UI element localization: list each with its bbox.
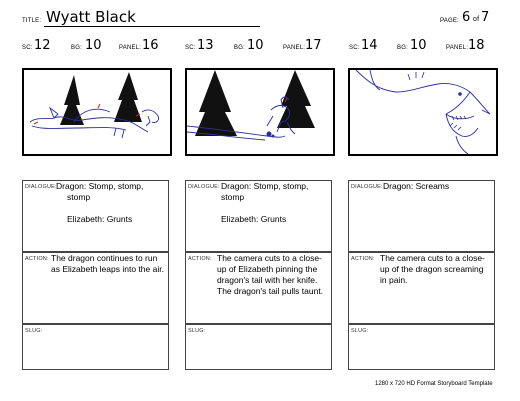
sc-label: SC: (185, 45, 196, 51)
dialogue-line-2: stomp (221, 192, 245, 202)
dialogue-line-1: Dragon: Stomp, stomp, (56, 181, 144, 191)
sc-number: 14 (361, 38, 378, 53)
panel-label: PANEL: (119, 45, 142, 51)
title-label: TITLE: (22, 18, 42, 24)
sketch-tail-pinned (187, 70, 333, 154)
action-label: ACTION: (351, 256, 375, 262)
panel-frame-3 (348, 68, 498, 156)
page-number: 6 (462, 10, 471, 25)
slug-box-1 (22, 324, 169, 370)
title-value: Wyatt Black (46, 8, 136, 26)
slug-box-2 (185, 324, 332, 370)
footer-template-note: 1280 x 720 HD Format Storyboard Template (375, 381, 493, 387)
sketch-dragon-screaming (350, 70, 496, 154)
action-box-1 (22, 252, 169, 324)
sketch-dragon-running (24, 70, 170, 154)
bg-number: 10 (247, 38, 264, 53)
slug-box-3 (348, 324, 495, 370)
dialogue-label: DIALOGUE: (351, 184, 383, 190)
dialogue-line-3: Elizabeth: Grunts (67, 214, 133, 224)
sc-number: 12 (34, 38, 51, 53)
panel-number: 17 (305, 38, 322, 53)
action-label: ACTION: (188, 256, 212, 262)
dialogue-line-1: Dragon: Screams (383, 181, 450, 191)
slug-label: SLUG: (25, 328, 43, 334)
action-text: The camera cuts to a close-up of the dragon screaming in pain. (380, 253, 485, 285)
bg-label: BG: (234, 45, 245, 51)
bg-label: BG: (71, 45, 82, 51)
page-of: of (473, 16, 480, 23)
dialogue-box-2 (185, 180, 332, 252)
action-text: The dragon continues to run as Elizabeth leaps into the air. (51, 253, 164, 274)
dialogue-label: DIALOGUE: (25, 184, 57, 190)
panel-frame-1 (22, 68, 172, 156)
sc-label: SC: (22, 45, 33, 51)
title-underline (44, 26, 260, 27)
action-label: ACTION: (25, 256, 49, 262)
panel-label: PANEL: (446, 45, 469, 51)
action-box-3 (348, 252, 495, 324)
sc-label: SC: (349, 45, 360, 51)
action-box-2 (185, 252, 332, 324)
page-total: 7 (481, 10, 490, 25)
panel-number: 16 (142, 38, 159, 53)
panel-frame-2 (185, 68, 335, 156)
panel-number: 18 (468, 38, 485, 53)
action-text: The camera cuts to a close-up of Elizabeth pinning the dragon's tail with her knife. The dragon's tail pulls taunt. (217, 253, 324, 296)
dialogue-label: DIALOGUE: (188, 184, 220, 190)
bg-number: 10 (85, 38, 102, 53)
slug-label: SLUG: (188, 328, 206, 334)
dialogue-line-1: Dragon: Stomp, stomp, (221, 181, 309, 191)
dialogue-line-3: Elizabeth: Grunts (221, 214, 287, 224)
panel-label: PANEL: (283, 45, 306, 51)
page-label: PAGE: (440, 18, 459, 24)
dialogue-line-2: stomp (67, 192, 91, 202)
bg-number: 10 (410, 38, 427, 53)
sc-number: 13 (197, 38, 214, 53)
dialogue-box-1 (22, 180, 169, 252)
dialogue-box-3 (348, 180, 495, 252)
slug-label: SLUG: (351, 328, 369, 334)
bg-label: BG: (397, 45, 408, 51)
